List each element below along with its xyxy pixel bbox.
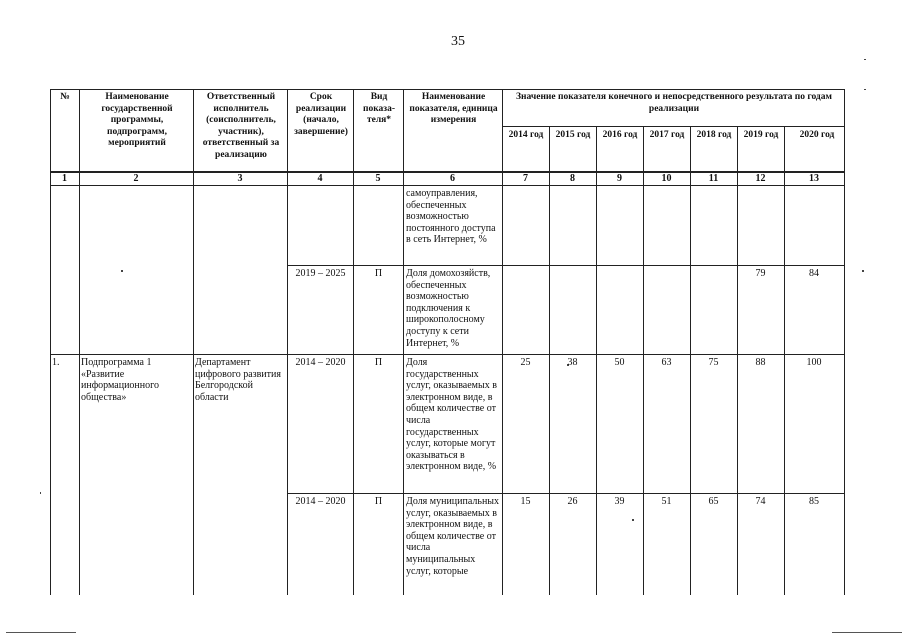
- indicator-cell: Доля государственных услуг, оказываемых в электронном виде, в общем количестве от числа государственных услуг, которые могут оказываться в электронном виде, %: [406, 357, 497, 473]
- column-number: 11: [708, 173, 719, 184]
- value-cell: 38: [567, 357, 578, 368]
- value-cell: 15: [520, 496, 531, 507]
- header-name: Наименование государственной программы, подпрограмм, мероприятий: [101, 92, 173, 148]
- scan-edge: [832, 632, 902, 633]
- scan-speck: [864, 89, 866, 90]
- value-cell: 39: [614, 496, 625, 507]
- term-cell: 2014 – 2020: [295, 496, 346, 507]
- header-values-title: Значение показателя конечного и непосредственного результата по годам реализации: [516, 92, 832, 114]
- header-year: 2018 год: [696, 130, 732, 140]
- column-number: 7: [523, 173, 528, 184]
- kind-cell: П: [374, 268, 383, 279]
- scan-speck: [40, 492, 41, 494]
- row-divider: [50, 185, 845, 186]
- value-cell: 84: [809, 268, 819, 279]
- term-cell: 2019 – 2025: [295, 268, 346, 279]
- page-number: 35: [451, 34, 465, 49]
- table-border: [50, 89, 845, 90]
- table-border: [50, 89, 51, 595]
- header-year: 2020 год: [799, 130, 835, 140]
- header-indicator: Наименование показателя, единица измерения: [409, 92, 498, 125]
- scan-speck: [862, 270, 864, 272]
- row-divider: [502, 126, 845, 127]
- subprogram-name-cell: Подпрограмма 1 «Развитие информационного общества»: [81, 357, 159, 403]
- value-cell: 74: [755, 496, 766, 507]
- header-term: Срок реализации (начало, завершение): [294, 92, 348, 137]
- header-year: 2015 год: [555, 130, 591, 140]
- column-number: 13: [809, 173, 819, 184]
- indicator-table: [50, 89, 845, 595]
- value-cell: 79: [755, 268, 766, 279]
- column-divider: [193, 89, 194, 595]
- row-number-cell: 1.: [52, 357, 60, 368]
- term-cell: 2014 – 2020: [295, 357, 346, 368]
- column-divider: [79, 89, 80, 595]
- column-number: 12: [755, 173, 766, 184]
- value-cell: 25: [520, 357, 531, 368]
- scan-edge: [6, 632, 76, 633]
- executor-cell: Департамент цифрового развития Белгородской области: [195, 357, 281, 403]
- value-cell: 85: [809, 496, 819, 507]
- column-number: 4: [317, 173, 323, 184]
- row-divider: [287, 493, 845, 494]
- header-kind: Вид показа-теля*: [362, 92, 396, 125]
- value-cell: 63: [661, 357, 672, 368]
- column-divider: [502, 89, 503, 595]
- scan-speck: [864, 59, 866, 60]
- kind-cell: П: [374, 496, 383, 507]
- header-year: 2016 год: [602, 130, 638, 140]
- row-divider: [287, 265, 845, 266]
- column-divider: [403, 89, 404, 595]
- column-divider: [353, 89, 354, 595]
- column-number: 8: [570, 173, 575, 184]
- indicator-cell: Доля муниципальных услуг, оказываемых в электронном виде, в общем количестве от числа муниципальных услуг, которые: [406, 496, 500, 577]
- kind-cell: П: [374, 357, 383, 368]
- header-year: 2014 год: [508, 130, 544, 140]
- column-number: 2: [133, 173, 139, 184]
- column-number: 3: [237, 173, 243, 184]
- header-no: №: [60, 92, 70, 102]
- column-number: 10: [661, 173, 672, 184]
- indicator-cell: самоуправления, обеспеченных возможностью постоянного доступа в сеть Интернет, %: [406, 188, 496, 246]
- column-divider: [287, 89, 288, 595]
- column-number: 9: [617, 173, 622, 184]
- column-number: 6: [450, 173, 455, 184]
- table-border: [844, 89, 845, 595]
- value-cell: 75: [708, 357, 719, 368]
- value-cell: 50: [614, 357, 625, 368]
- column-number: 5: [375, 173, 381, 184]
- indicator-cell: Доля домохозяйств, обеспеченных возможностью подключения к широкополосному доступу к сети Интернет, %: [406, 268, 491, 349]
- value-cell: 100: [806, 357, 822, 368]
- column-number: 1: [62, 173, 67, 184]
- row-divider: [50, 354, 845, 355]
- header-year: 2017 год: [649, 130, 685, 140]
- value-cell: 65: [708, 496, 719, 507]
- value-cell: 26: [567, 496, 578, 507]
- value-cell: 88: [755, 357, 766, 368]
- header-executor: Ответственный исполнитель (соисполнитель, участник), ответственный за реализацию: [202, 92, 280, 160]
- value-cell: 51: [661, 496, 672, 507]
- header-year: 2019 год: [743, 130, 779, 140]
